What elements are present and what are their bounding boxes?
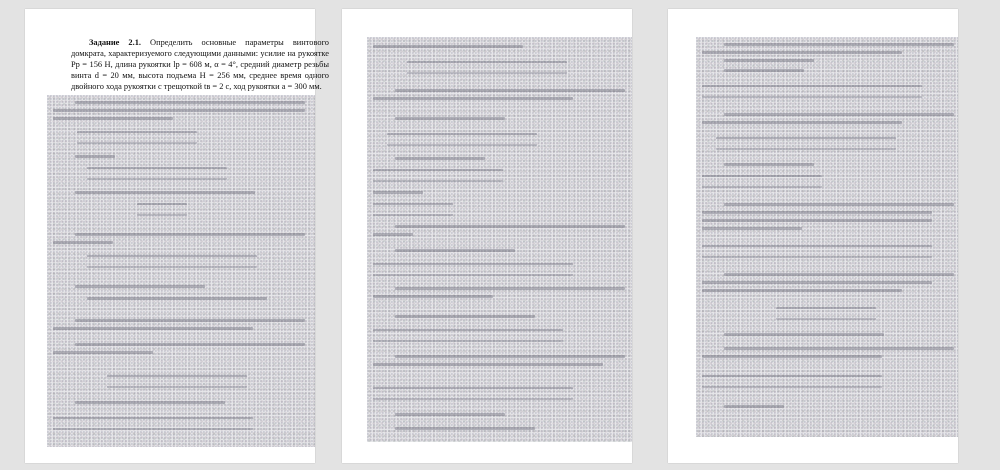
task-number: Задание 2.1. [89, 38, 141, 47]
blurred-content [47, 95, 315, 447]
document-page-3 [668, 9, 958, 463]
task-statement [71, 37, 329, 92]
blurred-content [367, 37, 632, 442]
document-page-2 [342, 9, 632, 463]
blurred-content [696, 37, 958, 437]
task-body: Определить основные параметры винтового домкрата, характеризуемого следующими данными: усилие на рукоятке Pр = 156 Н, длина рукоятки lр = 608 м, α = 4°, средний диаметр резьбы винта d = 20 мм, высота подъема H = 256 мм, среднее время одного двойного хода рукоятки с трещоткой tв = 2 с, ход рукоятки a = 300 мм. [71, 38, 329, 91]
document-page-1 [25, 9, 329, 463]
